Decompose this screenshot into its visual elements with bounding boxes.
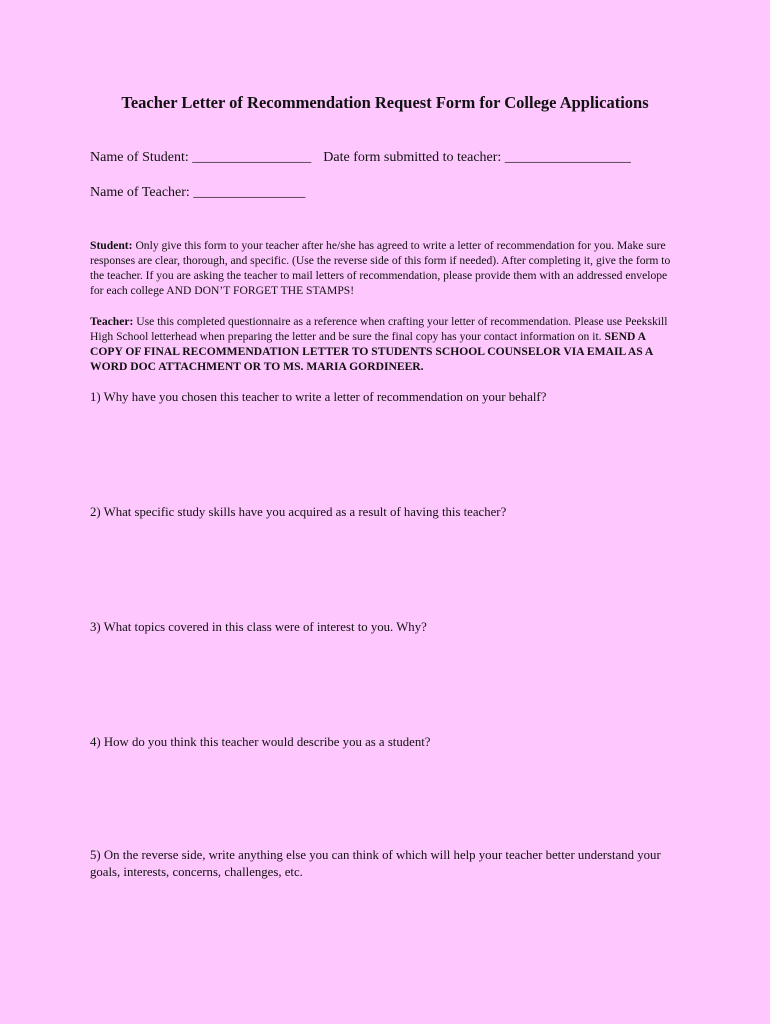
teacher-instructions (90, 314, 675, 374)
question-3: 3) What topics covered in this class were of interest to you. Why? (90, 620, 427, 634)
student-instructions (90, 238, 675, 298)
question-4: 4) How do you think this teacher would describe you as a student? (90, 735, 431, 749)
teacher-instructions-bold-text: SEND A COPY OF FINAL RECOMMENDATION LETTER TO STUDENTS SCHOOL COUNSELOR VIA EMAIL AS A WORD DOC ATTACHMENT OR TO MS. MARIA GORDINEER. (90, 330, 653, 373)
name-of-student-field: Name of Student: _________________ (90, 150, 312, 165)
question-5: 5) On the reverse side, write anything else you can think of which will help your teacher better understand your goals, interests, concerns, challenges, etc. (90, 848, 661, 879)
teacher-instructions-text: Use this completed questionnaire as a reference when crafting your letter of recommendation. Please use Peekskill High School letterhead when preparing the letter and be sure the final copy has your contact information on it. (90, 315, 668, 343)
student-instructions-text: Only give this form to your teacher after he/she has agreed to write a letter of recommendation for you. Make sure responses are clear, thorough, and specific. (Use the reverse side of this form if needed). After completing it, give the form to the teacher. If you are asking the teacher to mail letters of recommendation, please provide them with an addressed envelope for each college AND DON’T FORGET THE STAMPS! (90, 239, 671, 297)
question-1: 1) Why have you chosen this teacher to write a letter of recommendation on your behalf? (90, 390, 547, 404)
student-instructions-heading: Student: (90, 239, 133, 252)
question-2: 2) What specific study skills have you acquired as a result of having this teacher? (90, 505, 507, 519)
form-title: Teacher Letter of Recommendation Request Form for College Applications (121, 93, 649, 112)
student-info-line (90, 150, 631, 166)
teacher-instructions-heading: Teacher: (90, 315, 134, 328)
date-submitted-field: Date form submitted to teacher: __________________ (323, 150, 631, 165)
name-of-teacher-field: Name of Teacher: ________________ (90, 185, 306, 200)
